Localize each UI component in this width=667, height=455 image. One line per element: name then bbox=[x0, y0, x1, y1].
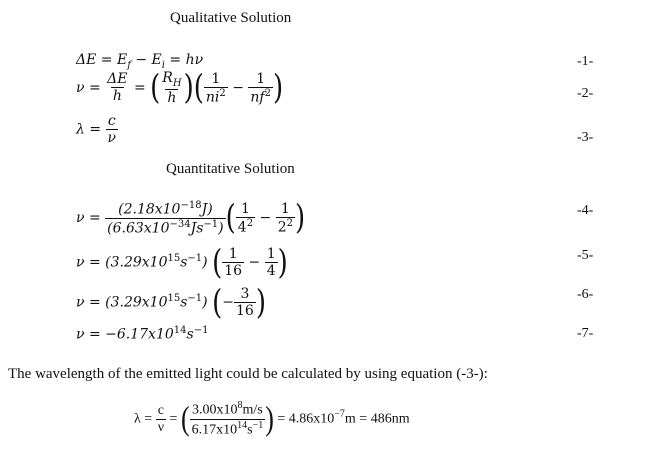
final-equation: λ = $\frac{c}{\nu}$ = ( $\frac{3.00x10^8m/s}{6.17x10^{14}s^{-1}}$ ) = $4.86x10^{-7}m = 486nm$ bbox=[134, 399, 410, 438]
equation-number-5: -5- bbox=[577, 248, 594, 263]
equation-1: $\Delta E = E_f - E_i = h\nu$ bbox=[76, 52, 204, 71]
equation-number-4: -4- bbox=[577, 203, 594, 218]
equation-2: ν = $\frac{\Delta E}{h}$ = ( $\frac{R_H}{h}$ )( $\frac{1}{ni^2}$ − $\frac{1}{nf^2}$ ) bbox=[76, 68, 284, 108]
quantitative-title: Quantitative Solution bbox=[166, 161, 295, 177]
equation-number-7: -7- bbox=[577, 326, 594, 341]
equation-7: $\nu = -6.17x10^{14}s^{-1}$ bbox=[76, 325, 209, 343]
qualitative-title: Qualitative Solution bbox=[170, 10, 292, 26]
equation-4: ν = $\frac{(2.18x10^{-18}J)}{(6.63x10^{-34}Js^{-1})}$ ( $\frac{1}{4^2}$ − $\frac{1}{2^2}$ ) bbox=[76, 198, 306, 238]
body-paragraph: The wavelength of the emitted light could be calculated by using equation (-3-): bbox=[8, 366, 488, 382]
equation-6: $\nu = (3.29x10^{15}s^{-1})$ (− $\frac{3}{16}$ ) bbox=[76, 283, 266, 322]
equation-number-6: -6- bbox=[577, 287, 594, 302]
equation-number-3: -3- bbox=[577, 130, 594, 145]
equation-number-2: -2- bbox=[577, 86, 594, 101]
equation-number-1: -1- bbox=[577, 54, 594, 69]
equation-3: λ = $\frac{c}{\nu}$ bbox=[76, 113, 117, 146]
equation-5: $\nu = (3.29x10^{15}s^{-1})$ ( $\frac{1}{16}$ − $\frac{1}{4}$ ) bbox=[76, 243, 288, 282]
